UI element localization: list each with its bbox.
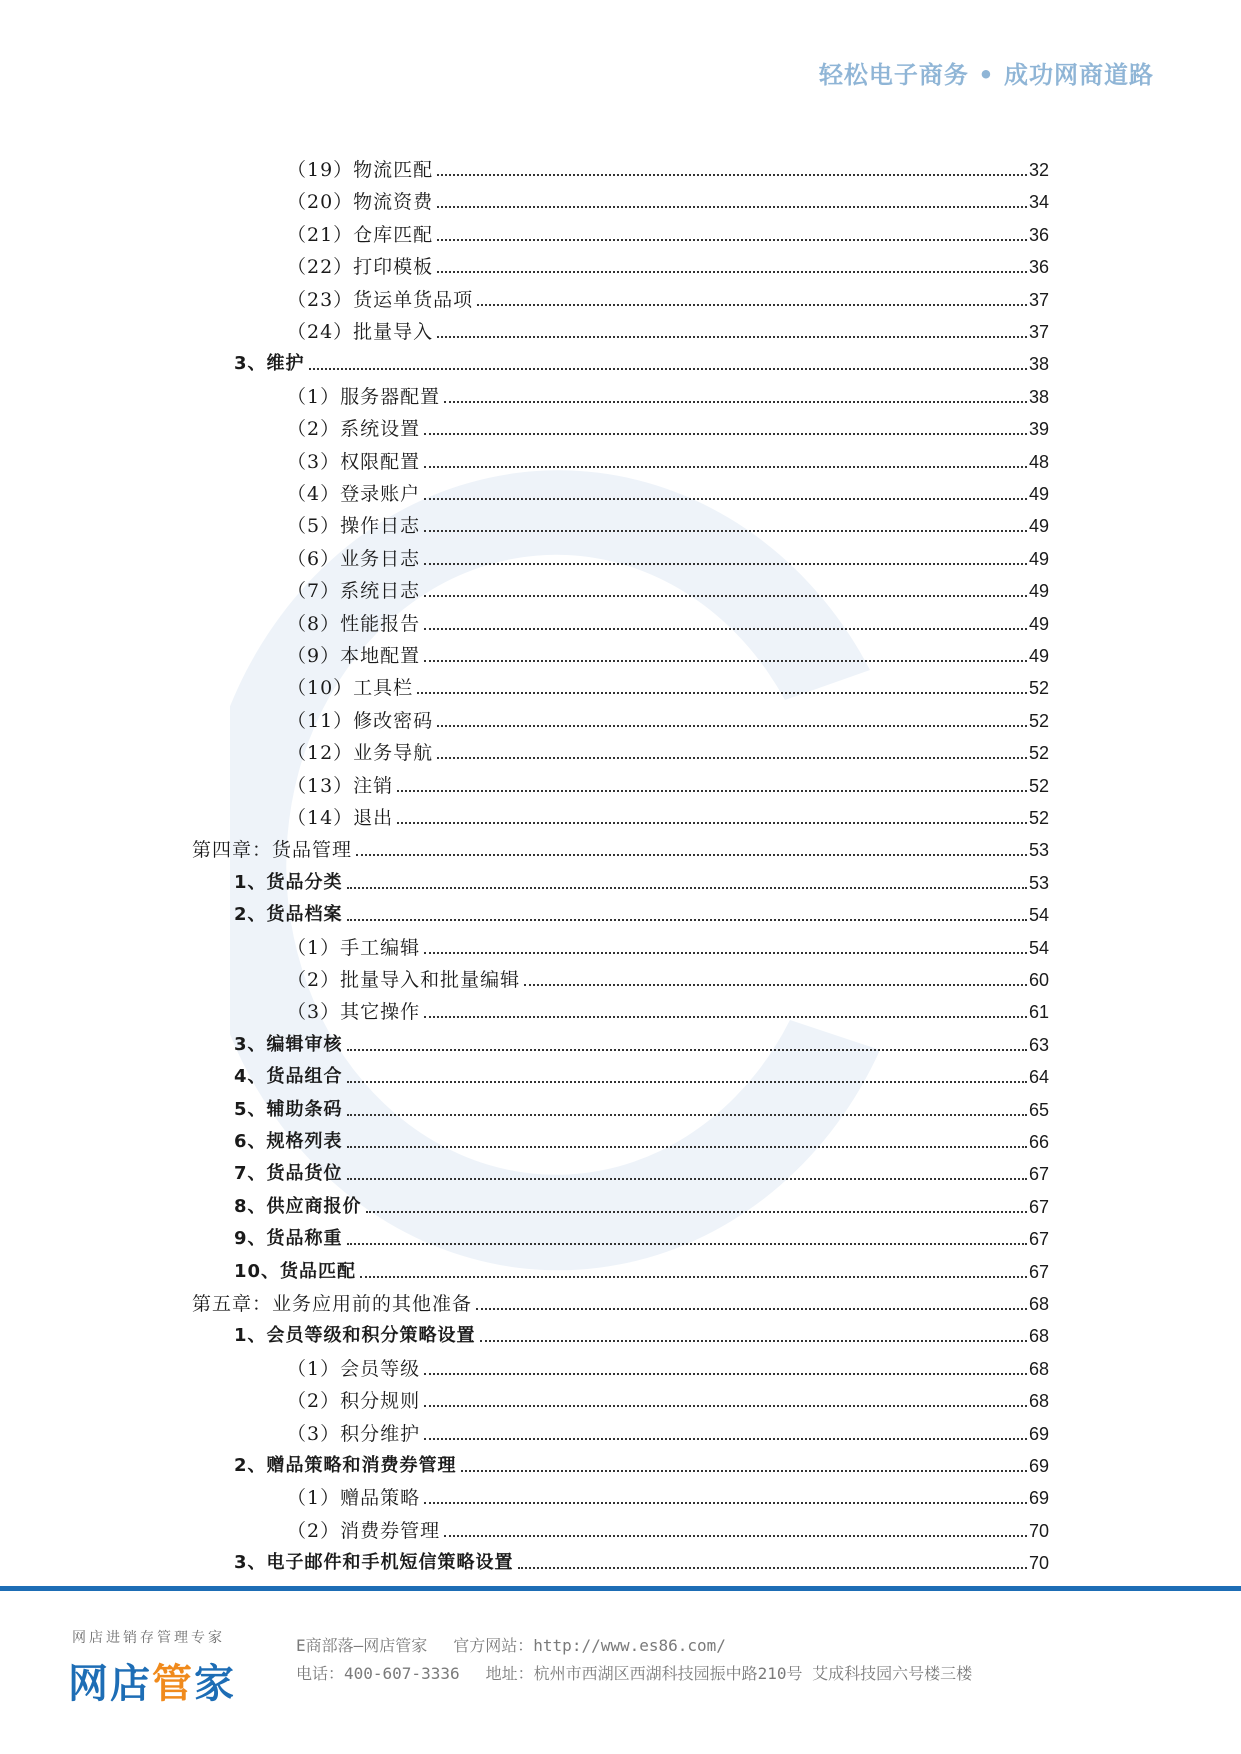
logo-text-part1: 网店	[68, 1661, 152, 1707]
footer-info-row1	[296, 1633, 752, 1656]
toc-entry-title: （3）其它操作	[287, 1001, 421, 1024]
toc-entry-page: 32	[1028, 160, 1049, 180]
toc-entry-title: （13）注销	[287, 774, 394, 797]
toc-entry-title: （6）业务日志	[287, 547, 421, 570]
header-slogan: 轻松电子商务 • 成功网商道路	[818, 61, 1154, 89]
toc-entry-title: 1、会员等级和积分策略设置	[234, 1325, 476, 1347]
toc-dot-leader	[424, 433, 1027, 435]
toc-entry[interactable]	[0, 1091, 1241, 1121]
toc-dot-leader	[424, 1502, 1027, 1504]
toc-dot-leader	[437, 174, 1027, 176]
toc-entry[interactable]	[0, 1253, 1241, 1283]
toc-dot-leader	[424, 1016, 1027, 1018]
toc-entry[interactable]	[0, 831, 1241, 861]
toc-entry-page: 49	[1028, 646, 1049, 666]
toc-entry-title: （3）权限配置	[287, 450, 421, 473]
toc-dot-leader	[397, 790, 1027, 792]
toc-entry[interactable]	[0, 378, 1241, 408]
toc-dot-leader	[444, 401, 1027, 403]
toc-dot-leader	[397, 822, 1027, 824]
toc-dot-leader	[444, 1535, 1027, 1537]
footer-divider	[0, 1586, 1241, 1591]
toc-dot-leader	[424, 660, 1027, 662]
toc-entry-title: 3、编辑审核	[234, 1033, 343, 1055]
toc-entry-page: 63	[1028, 1034, 1049, 1055]
toc-entry-page: 53	[1028, 840, 1049, 861]
toc-entry-page: 67	[1028, 1229, 1049, 1250]
toc-dot-leader	[366, 1211, 1027, 1213]
toc-entry-page: 61	[1028, 1002, 1049, 1023]
toc-entry-title: 10、货品匹配	[234, 1260, 357, 1282]
toc-entry[interactable]	[0, 896, 1241, 926]
toc-entry[interactable]	[0, 1447, 1241, 1477]
toc-dot-leader	[437, 336, 1027, 338]
toc-entry-page: 64	[1028, 1067, 1049, 1088]
toc-entry-page: 69	[1028, 1488, 1049, 1509]
toc-entry-page: 66	[1028, 1132, 1049, 1152]
toc-entry[interactable]	[0, 1123, 1241, 1153]
toc-entry-title: （1）赠品策略	[287, 1487, 421, 1510]
toc-dot-leader	[518, 1567, 1027, 1569]
toc-entry[interactable]	[0, 669, 1241, 699]
toc-entry[interactable]	[0, 475, 1241, 505]
toc-entry-page: 69	[1028, 1423, 1049, 1444]
toc-entry[interactable]	[0, 993, 1241, 1023]
toc-dot-leader	[524, 984, 1027, 986]
toc-entry-page: 52	[1028, 775, 1049, 796]
toc-entry[interactable]	[0, 572, 1241, 602]
toc-dot-leader	[347, 1243, 1027, 1245]
toc-entry-page: 49	[1028, 581, 1049, 602]
toc-entry[interactable]	[0, 1188, 1241, 1218]
toc-entry[interactable]	[0, 1382, 1241, 1412]
toc-dot-leader	[437, 239, 1027, 241]
toc-entry-page: 49	[1028, 613, 1049, 634]
toc-dot-leader	[356, 854, 1027, 856]
toc-entry-title: 7、货品货位	[234, 1163, 343, 1185]
toc-entry-title: （8）性能报告	[287, 612, 421, 635]
toc-entry[interactable]	[0, 183, 1241, 213]
toc-entry-title: 第五章：业务应用前的其他准备	[192, 1293, 473, 1315]
toc-entry-page: 68	[1028, 1358, 1049, 1379]
toc-entry[interactable]	[0, 345, 1241, 375]
toc-entry-page: 49	[1028, 484, 1049, 504]
toc-entry-page: 68	[1028, 1294, 1049, 1314]
toc-entry-page: 69	[1028, 1456, 1049, 1476]
toc-entry-page: 68	[1028, 1391, 1049, 1412]
toc-entry-page: 53	[1028, 872, 1049, 893]
toc-dot-leader	[424, 952, 1027, 954]
toc-dot-leader	[347, 919, 1027, 921]
toc-entry-title: 2、赠品策略和消费券管理	[234, 1455, 457, 1476]
toc-entry-title: （3）积分维护	[287, 1422, 421, 1445]
toc-entry-title: （20）物流资费	[287, 191, 434, 214]
toc-entry[interactable]	[0, 281, 1241, 311]
toc-entry-title: 8、供应商报价	[234, 1195, 362, 1217]
toc-dot-leader	[347, 1146, 1027, 1148]
toc-entry[interactable]	[0, 605, 1241, 635]
toc-entry-title: （10）工具栏	[287, 677, 414, 700]
toc-dot-leader	[437, 206, 1027, 208]
toc-dot-leader	[437, 757, 1027, 759]
toc-dot-leader	[480, 1340, 1027, 1342]
toc-dot-leader	[360, 1276, 1027, 1278]
toc-entry-page: 48	[1028, 451, 1049, 472]
toc-entry[interactable]	[0, 864, 1241, 894]
toc-dot-leader	[437, 271, 1027, 273]
toc-entry-page: 67	[1028, 1196, 1049, 1217]
toc-entry-page: 38	[1028, 354, 1049, 375]
toc-entry[interactable]	[0, 410, 1241, 440]
toc-entry[interactable]	[0, 1155, 1241, 1185]
toc-entry-title: （11）修改密码	[287, 709, 434, 732]
toc-entry-title: （5）操作日志	[287, 515, 421, 538]
toc-dot-leader	[424, 1373, 1027, 1375]
toc-entry-title: （9）本地配置	[287, 645, 421, 667]
toc-dot-leader	[461, 1470, 1027, 1472]
toc-entry[interactable]	[0, 313, 1241, 343]
toc-entry[interactable]	[0, 961, 1241, 991]
toc-dot-leader	[424, 1438, 1027, 1440]
toc-entry[interactable]	[0, 1544, 1241, 1574]
toc-entry-page: 34	[1028, 192, 1049, 213]
toc-entry-title: （4）登录账户	[287, 483, 421, 505]
footer-company: E商部落—网店管家	[296, 1636, 428, 1655]
toc-entry-page: 52	[1028, 743, 1049, 764]
company-logo	[68, 1652, 236, 1709]
toc-entry[interactable]	[0, 151, 1241, 181]
toc-entry-page: 37	[1028, 322, 1049, 342]
toc-dot-leader	[424, 1405, 1027, 1407]
logo-text-part3: 家	[194, 1661, 236, 1707]
toc-dot-leader	[476, 1308, 1027, 1310]
toc-dot-leader	[347, 887, 1027, 889]
toc-entry-title: 4、货品组合	[234, 1066, 343, 1088]
toc-entry-page: 38	[1028, 386, 1049, 407]
toc-dot-leader	[424, 530, 1027, 532]
footer-info-row2	[296, 1661, 998, 1684]
footer-address: 地址：杭州市西湖区西湖科技园振中路210号 艾成科技园六号楼三楼	[485, 1664, 973, 1683]
toc-dot-leader	[417, 692, 1027, 694]
toc-entry-title: 1、货品分类	[234, 871, 343, 893]
toc-entry-title: 9、货品称重	[234, 1228, 343, 1250]
toc-entry-title: （2）系统设置	[287, 418, 421, 441]
toc-entry-page: 39	[1028, 419, 1049, 440]
toc-dot-leader	[347, 1178, 1027, 1180]
toc-entry-title: 3、电子邮件和手机短信策略设置	[234, 1552, 514, 1574]
toc-entry-page: 54	[1028, 905, 1049, 926]
toc-entry[interactable]	[0, 1479, 1241, 1509]
toc-dot-leader	[424, 628, 1027, 630]
toc-dot-leader	[424, 466, 1027, 468]
toc-entry-title: （1）会员等级	[287, 1357, 421, 1380]
toc-entry-title: （12）业务导航	[287, 742, 434, 765]
toc-entry[interactable]	[0, 734, 1241, 764]
toc-entry-title: （2）积分规则	[287, 1390, 421, 1413]
toc-entry[interactable]	[0, 216, 1241, 246]
toc-entry[interactable]	[0, 702, 1241, 732]
toc-entry[interactable]	[0, 248, 1241, 278]
footer-website[interactable]: 官方网站：http://www.es86.com/	[453, 1636, 726, 1655]
footer-tagline: 网店进销存管理专家	[72, 1630, 225, 1646]
toc-entry-page: 36	[1028, 224, 1049, 245]
toc-entry-title: （19）物流匹配	[287, 159, 434, 181]
toc-entry-page: 52	[1028, 678, 1049, 699]
toc-entry-title: 2、货品档案	[234, 904, 343, 926]
toc-entry-title: （24）批量导入	[287, 321, 434, 343]
toc-entry-page: 52	[1028, 808, 1049, 828]
toc-entry[interactable]	[0, 1415, 1241, 1445]
toc-entry-page: 52	[1028, 710, 1049, 731]
toc-entry[interactable]	[0, 1350, 1241, 1380]
toc-entry-page: 36	[1028, 257, 1049, 278]
toc-entry-page: 70	[1028, 1520, 1049, 1541]
toc-entry-title: 6、规格列表	[234, 1131, 343, 1152]
toc-dot-leader	[309, 368, 1027, 370]
toc-entry-title: （21）仓库匹配	[287, 223, 434, 246]
toc-entry[interactable]	[0, 1220, 1241, 1250]
toc-entry-title: （23）货运单货品项	[287, 288, 474, 311]
toc-entry[interactable]	[0, 1285, 1241, 1315]
toc-entry-page: 37	[1028, 289, 1049, 310]
toc-entry-page: 68	[1028, 1326, 1049, 1347]
toc-entry-title: （14）退出	[287, 807, 394, 829]
toc-dot-leader	[477, 304, 1027, 306]
toc-entry-page: 67	[1028, 1164, 1049, 1185]
toc-entry[interactable]	[0, 540, 1241, 570]
toc-entry[interactable]	[0, 1512, 1241, 1542]
toc-dot-leader	[347, 1114, 1027, 1116]
toc-entry[interactable]	[0, 767, 1241, 797]
footer-phone: 电话：400-607-3336	[296, 1664, 460, 1683]
toc-entry-title: 3、维护	[234, 353, 305, 375]
toc-entry[interactable]	[0, 637, 1241, 667]
toc-entry-title: （1）手工编辑	[287, 936, 421, 959]
toc-entry[interactable]	[0, 443, 1241, 473]
toc-entry-page: 60	[1028, 970, 1049, 990]
toc-entry-page: 49	[1028, 548, 1049, 569]
toc-entry-page: 54	[1028, 937, 1049, 958]
toc-dot-leader	[424, 498, 1027, 500]
toc-entry[interactable]	[0, 929, 1241, 959]
toc-dot-leader	[347, 1081, 1027, 1083]
toc-entry-title: （2）批量导入和批量编辑	[287, 969, 521, 991]
toc-dot-leader	[424, 563, 1027, 565]
toc-entry-page: 65	[1028, 1099, 1049, 1120]
toc-entry[interactable]	[0, 1026, 1241, 1056]
toc-entry-page: 49	[1028, 516, 1049, 537]
toc-entry-title: （22）打印模板	[287, 256, 434, 279]
toc-entry-title: （1）服务器配置	[287, 385, 441, 408]
toc-entry-title: （2）消费券管理	[287, 1519, 441, 1542]
toc-entry-page: 70	[1028, 1553, 1049, 1574]
toc-dot-leader	[347, 1049, 1027, 1051]
logo-text-part2: 管	[152, 1661, 194, 1707]
toc-entry-title: （7）系统日志	[287, 580, 421, 603]
toc-entry[interactable]	[0, 1317, 1241, 1347]
toc-dot-leader	[424, 595, 1027, 597]
toc-entry[interactable]	[0, 1058, 1241, 1088]
toc-dot-leader	[437, 725, 1027, 727]
toc-entry-title: 第四章：货品管理	[192, 839, 353, 862]
toc-entry[interactable]	[0, 799, 1241, 829]
toc-entry[interactable]	[0, 507, 1241, 537]
toc-entry-page: 67	[1028, 1261, 1049, 1282]
toc-entry-title: 5、辅助条码	[234, 1098, 343, 1120]
